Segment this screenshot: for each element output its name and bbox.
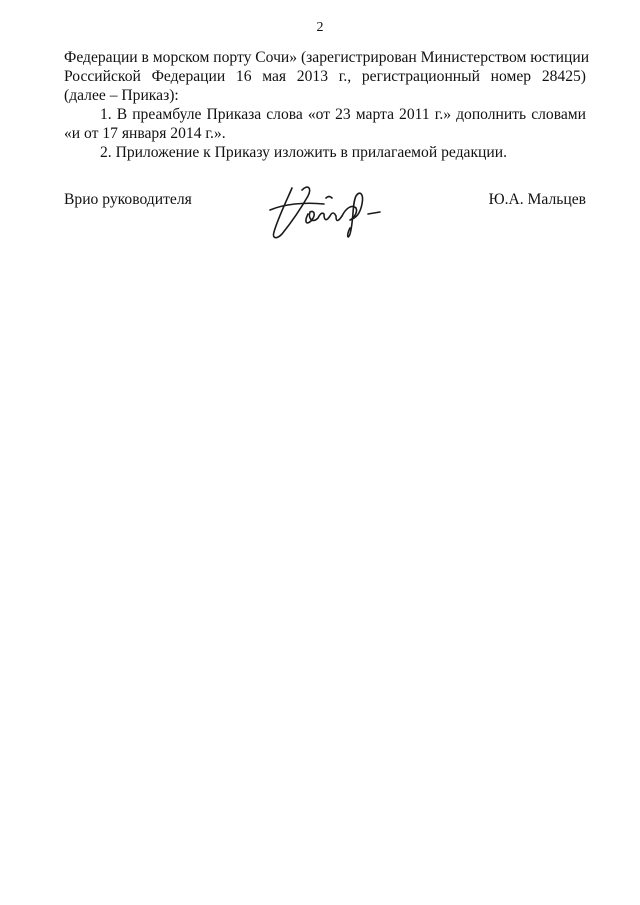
handwritten-signature xyxy=(264,174,404,246)
document-body xyxy=(64,48,590,162)
intro-line-3: (далее – Приказ): xyxy=(64,87,179,104)
page-number: 2 xyxy=(316,20,324,35)
intro-line-1: Федерации в морском порту Сочи» (зарегистрирован Министерством юстиции xyxy=(64,49,590,66)
item-1-line-1: 1. В преамбуле Приказа слова «от 23 марта 2011 г.» дополнить словами xyxy=(100,106,586,123)
signatory-title: Врио руководителя xyxy=(64,191,192,208)
signature-block xyxy=(64,190,586,250)
intro-line-2: Российской Федерации 16 мая 2013 г., регистрационный номер 28425) xyxy=(64,68,586,85)
item-1-line-2: «и от 17 января 2014 г.». xyxy=(64,125,226,142)
item-2-line-1: 2. Приложение к Приказу изложить в прилагаемой редакции. xyxy=(100,144,507,161)
signatory-name: Ю.А. Мальцев xyxy=(488,191,586,208)
